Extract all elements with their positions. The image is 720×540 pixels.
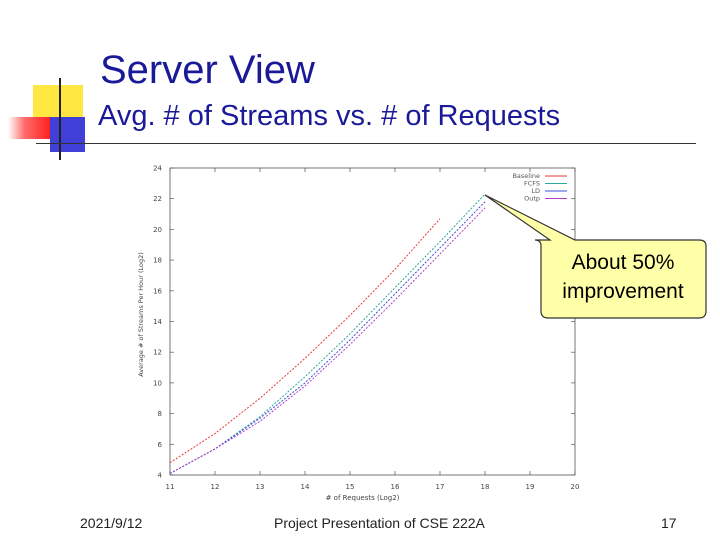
legend-label: FCFS bbox=[523, 179, 540, 188]
y-tick-label: 22 bbox=[153, 195, 162, 204]
footer-date: 2021/9/12 bbox=[80, 515, 143, 531]
x-tick-label: 11 bbox=[165, 483, 175, 491]
x-tick-label: 19 bbox=[525, 483, 535, 491]
x-tick-label: 15 bbox=[345, 483, 355, 491]
x-tick-label: 13 bbox=[255, 483, 265, 491]
y-tick-label: 10 bbox=[153, 379, 162, 388]
page-number: 17 bbox=[661, 515, 677, 531]
y-tick-label: 14 bbox=[153, 318, 162, 326]
y-axis-label: Average # of Streams Per Hour (Log2) bbox=[137, 252, 145, 377]
y-tick-label: 20 bbox=[153, 225, 162, 234]
x-axis-label: # of Requests (Log2) bbox=[325, 494, 400, 502]
x-tick-label: 14 bbox=[300, 483, 310, 491]
y-tick-label: 24 bbox=[153, 164, 162, 173]
x-tick-label: 16 bbox=[390, 483, 400, 491]
footer-title: Project Presentation of CSE 222A bbox=[274, 515, 485, 531]
y-tick-label: 4 bbox=[157, 471, 162, 480]
legend-label: LD bbox=[531, 187, 540, 195]
y-tick-label: 8 bbox=[157, 410, 162, 419]
x-tick-label: 17 bbox=[435, 483, 445, 491]
slide-subtitle: Avg. # of Streams vs. # of Requests bbox=[98, 100, 561, 132]
y-tick-label: 12 bbox=[153, 348, 162, 357]
y-tick-label: 16 bbox=[153, 287, 162, 296]
y-tick-label: 6 bbox=[157, 440, 162, 449]
legend-label: Outp bbox=[524, 194, 540, 203]
x-tick-label: 12 bbox=[210, 483, 220, 491]
x-tick-label: 18 bbox=[480, 483, 490, 491]
callout-text: About 50% improvement bbox=[562, 251, 684, 303]
legend-label: Baseline bbox=[512, 172, 540, 180]
y-tick-label: 18 bbox=[153, 256, 162, 265]
slide-title: Server View bbox=[100, 48, 315, 92]
x-tick-label: 20 bbox=[570, 483, 580, 491]
